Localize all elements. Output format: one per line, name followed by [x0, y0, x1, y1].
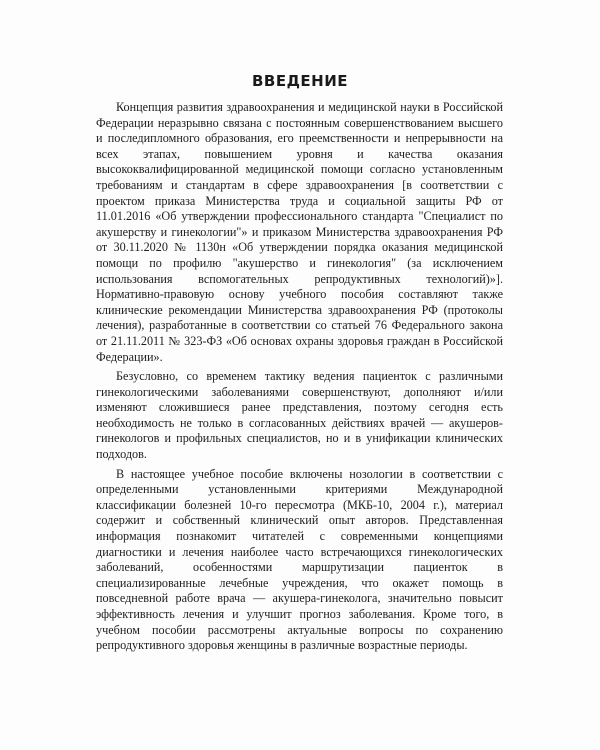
paragraph-1: Концепция развития здравоохранения и медицинской науки в Российской Федерации неразрывно связана с постоянным совершенствованием высшего и последипломного образования, его преемственности и непрерывности на всех этапах, повышением уровня и качества оказания высококвалифицированной медицинской помощи согласно установленным требованиям и стандартам в сфере здравоохранения [в соответствии с проектом приказа Министерства труда и социальной защиты РФ от 11.01.2016 «Об утверждении профессионального стандарта "Специалист по акушерству и гинекологии"» и приказом Министерства здравоохранения РФ от 30.11.2020 № 1130н «Об утверждении порядка оказания медицинской помощи по профилю "акушерство и гинекология" (за исключением использования вспомогательных репродуктивных технологий)»]. Нормативно-правовую основу учебного пособия составляют также клинические рекомендации Министерства здравоохранения РФ (протоколы лечения), разработанные в соответствии со статьей 76 Федерального закона от 21.11.2011 № 323-ФЗ «Об основах охраны здоровья граждан в Российской Федерации». [96, 100, 503, 364]
section-heading: ВВЕДЕНИЕ [251, 72, 349, 90]
body-text [96, 100, 503, 654]
paragraph-2: Безусловно, со временем тактику ведения пациенток с различными гинекологическими заболеваниями совершенствуют, дополняют и/или изменяют сложившиеся ранее представления, поэтому сегодня есть необходимость не только в согласованных действиях врачей — акушеров-гинекологов и профильных специалистов, но и в унификации клинических подходов. [96, 369, 503, 462]
paragraph-3: В настоящее учебное пособие включены нозологии в соответствии с определенными установленными критериями Международной классификации болезней 10-го пересмотра (МКБ-10, 2004 г.), материал содержит и собственный клинический опыт авторов. Представленная информация познакомит читателей с современными концепциями диагностики и лечения наиболее часто встречающихся гинекологических заболеваний, особенностями маршрутизации пациенток в специализированные лечебные учреждения, что окажет помощь в повседневной работе врача — акушера-гинеколога, значительно повысит эффективность лечения и улучшит прогноз заболевания. Кроме того, в учебном пособии рассмотрены актуальные вопросы по сохранению репродуктивного здоровья женщины в различные возрастные периоды. [96, 466, 503, 653]
